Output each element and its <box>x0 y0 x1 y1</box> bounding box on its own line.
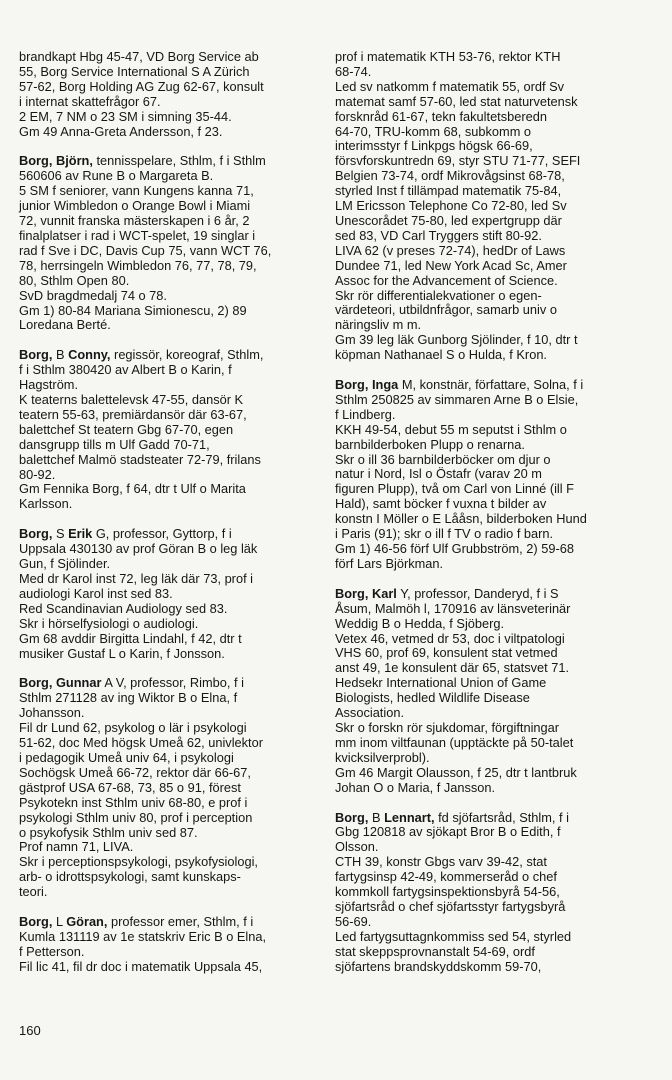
text-line <box>335 378 657 393</box>
text-line: teatern 55-63, premiärdansör där 63-67, <box>19 406 247 422</box>
text-line: rad f Sve i DC, Davis Cup 75, vann WCT 76, <box>19 242 272 258</box>
text-line: Karlsson. <box>19 496 73 512</box>
text-line: Dundee 71, led New York Acad Sc, Amer <box>335 257 567 273</box>
text-line: Gm 46 Margit Olausson, f 25, dtr t lantbruk <box>335 764 577 780</box>
entry-text: B <box>52 347 69 363</box>
text-line: f Petterson. <box>19 943 85 959</box>
text-line: figuren Plupp), två om Carl von Linné (ill F <box>335 481 574 497</box>
text-line: Skr rör differentialekvationer o egen- <box>335 287 542 303</box>
biography-entry <box>335 50 657 363</box>
text-line: sjöfartsråd o chef sjöfartsstyr fartygsbyrå <box>335 898 566 914</box>
entry-name: Borg, Gunnar <box>19 675 102 691</box>
text-line: i internat skattefrågor 67. <box>19 93 161 109</box>
text-line: LM Ericsson Telephone Co 72-80, led Sv <box>335 198 567 214</box>
text-line: brandkapt Hbg 45-47, VD Borg Service ab <box>19 49 259 64</box>
text-line: i Paris (91); skr o ill f TV o radio f barn. <box>335 526 554 542</box>
text-line: Gm 1) 80-84 Mariana Simionescu, 2) 89 <box>19 302 247 318</box>
entry-text: regissör, koreograf, Sthlm, <box>110 347 264 363</box>
text-line: förf Lars Björkman. <box>335 555 444 571</box>
entry-text: tennisspelare, Sthlm, f i Sthlm <box>92 153 266 169</box>
text-line: 80, Sthlm Open 80. <box>19 272 130 288</box>
text-line: Sthlm 271128 av ing Wiktor B o Elna, f <box>19 690 238 706</box>
entry-text: professor emer, Sthlm, f i <box>107 914 254 930</box>
text-line: Skr i perceptionspsykologi, psykofysiologi, <box>19 854 258 870</box>
text-line: Red Scandinavian Audiology sed 83. <box>19 600 228 616</box>
text-line: Åsum, Malmöh l, 170916 av länsveterinär <box>335 600 571 616</box>
entry-text: L <box>52 914 67 930</box>
entry-name: Borg, <box>19 347 53 363</box>
text-line: i pedagogik Umeå univ 64, i psykologi <box>19 749 234 765</box>
text-line: forsknråd 61-67, tekn fakultetsberedn <box>335 108 547 124</box>
text-line: f Lindberg. <box>335 406 396 422</box>
page-number: 160 <box>19 1023 41 1038</box>
text-line: stat skeppsprovnanstalt 54-69, ordf <box>335 943 535 959</box>
text-line: 55, Borg Service International S A Zürich <box>19 63 250 79</box>
text-line: Sthlm 250825 av simmaren Arne B o Elsie, <box>335 391 579 407</box>
text-line: 68-74. <box>335 63 372 79</box>
text-line: kommkoll fartygsinspektionsbyrå 54-56, <box>335 884 560 900</box>
text-line: CTH 39, konstr Gbgs varv 39-42, stat <box>335 854 547 870</box>
text-line: anst 49, 1e konsulent där 65, statsvet 71. <box>335 660 570 676</box>
text-line: Gm Fennika Borg, f 64, dtr t Ulf o Marita <box>19 481 246 497</box>
text-line <box>19 915 319 930</box>
text-line <box>19 348 319 363</box>
biography-entry <box>19 676 319 900</box>
text-line: Gbg 120818 av sjökapt Bror B o Edith, f <box>335 824 561 840</box>
text-line: styrled Inst f tillämpad matematik 75-84, <box>335 183 562 199</box>
text-line: Hagström. <box>19 377 79 393</box>
entry-text: fd sjöfartsråd, Sthlm, f i <box>434 809 569 825</box>
text-line: 51-62, doc Med högsk Umeå 62, univlektor <box>19 735 263 751</box>
right-column <box>335 50 657 989</box>
text-line: finalplatser i rad i WCT-spelet, 19 singlar i <box>19 227 256 243</box>
text-line: Sochögsk Umeå 66-72, rektor där 66-67, <box>19 764 251 780</box>
entry-name: Borg, <box>335 809 369 825</box>
text-line: natur i Nord, Isl o Östafr (varav 20 m <box>335 466 542 482</box>
text-line: Assoc for the Advancement of Science. <box>335 272 558 288</box>
text-line: Led fartygsuttagnkommiss sed 54, styrled <box>335 928 572 944</box>
entry-text: A V, professor, Rimbo, f i <box>101 675 244 691</box>
entry-name: Borg, Karl <box>335 585 397 601</box>
text-line: VHS 60, prof 69, konsulent stat vetmed <box>335 645 558 661</box>
text-line: Prof namn 71, LIVA. <box>19 839 134 855</box>
text-line <box>335 587 657 602</box>
biography-entry <box>19 50 319 139</box>
entry-name: Borg, <box>19 526 53 542</box>
text-line: arb- o idrottspsykologi, samt kunskaps- <box>19 869 241 885</box>
text-line: prof i matematik KTH 53-76, rektor KTH <box>335 49 561 64</box>
text-line: LIVA 62 (v preses 72-74), hedDr of Laws <box>335 242 566 258</box>
text-line: K teaterns balettelevsk 47-55, dansör K <box>19 392 244 408</box>
entry-name: Lennart, <box>384 809 435 825</box>
text-line: försvforskuntredn 69, styr STU 71-77, SEFI <box>335 153 581 169</box>
biography-entry <box>335 378 657 572</box>
text-line: Unescorådet 75-80, led expertgrupp där <box>335 212 562 228</box>
text-line: Hald), samt böcker f vuxna t bilder av <box>335 496 547 512</box>
left-column <box>19 50 319 990</box>
text-line: 64-70, TRU-komm 68, subkomm o <box>335 123 532 139</box>
text-line: Johan O o Maria, f Jansson. <box>335 779 496 795</box>
text-line: näringsliv m m. <box>335 317 422 333</box>
text-line: Kumla 131119 av 1e statskriv Eric B o Elna, <box>19 928 267 944</box>
entry-text: B <box>368 809 385 825</box>
text-line: Gm 49 Anna-Greta Andersson, f 23. <box>19 123 223 139</box>
text-line: musiker Gustaf L o Karin, f Jonsson. <box>19 645 225 661</box>
entry-text: S <box>52 526 69 542</box>
text-line: 80-92. <box>19 466 56 482</box>
text-line: dansgrupp tills m Ulf Gadd 70-71, <box>19 436 210 452</box>
text-line: o psykofysik Sthlm univ sed 87. <box>19 824 198 840</box>
text-line: Skr i hörselfysiologi o audiologi. <box>19 615 199 631</box>
text-line: balettchef St teatern Gbg 67-70, egen <box>19 421 234 437</box>
text-line: Gm 1) 46-56 förf Ulf Grubbström, 2) 59-68 <box>335 541 574 556</box>
text-line: Olsson. <box>335 839 379 855</box>
text-line: kvicksilverprobl). <box>335 749 430 765</box>
entry-name: Göran, <box>66 914 108 930</box>
text-line: Uppsala 430130 av prof Göran B o leg läk <box>19 541 258 557</box>
text-line: KKH 49-54, debut 55 m seputst i Sthlm o <box>335 421 567 437</box>
text-line: sjöfartens brandskyddskomm 59-70, <box>335 958 542 974</box>
biography-entry <box>19 348 319 512</box>
text-line: teori. <box>19 884 48 900</box>
text-line: 78, herrsingeln Wimbledon 76, 77, 78, 79, <box>19 257 257 273</box>
text-line: värdeteori, utbildnfrågor, samarb univ o <box>335 302 557 318</box>
text-line: junior Wimbledon o Orange Bowl i Miami <box>19 198 251 214</box>
text-line: Gm 39 leg läk Gunborg Sjölinder, f 10, dtr t <box>335 332 578 348</box>
text-line: 5 SM f seniorer, vann Kungens kanna 71, <box>19 183 254 199</box>
text-line: matemat samf 57-60, led stat naturvetensk <box>335 93 578 109</box>
text-line: sed 83, VD Carl Tryggers stift 80-92. <box>335 227 542 243</box>
text-line: mm inom viltfaunan (upptäckte på 50-talet <box>335 734 574 750</box>
text-line: SvD bragdmedalj 74 o 78. <box>19 287 167 303</box>
text-line: Gun, f Sjölinder. <box>19 556 111 572</box>
text-line: Skr o ill 36 barnbilderböcker om djur o <box>335 451 551 467</box>
text-line: interimsstyr f Linkpgs högsk 66-69, <box>335 138 533 154</box>
text-line: Weddig B o Hedda, f Sjöberg. <box>335 615 505 631</box>
text-line: f i Sthlm 380420 av Albert B o Karin, f <box>19 362 232 378</box>
text-line: gästprof USA 67-68, 73, 85 o 91, förest <box>19 779 241 795</box>
text-line: Biologists, hedled Wildlife Disease <box>335 690 530 706</box>
biography-entry <box>335 587 657 796</box>
text-line <box>19 527 319 542</box>
entry-text: G, professor, Gyttorp, f i <box>92 526 232 542</box>
text-line: köpman Nathanael S o Hulda, f Kron. <box>335 347 547 363</box>
text-line <box>19 154 319 169</box>
text-line: 57-62, Borg Holding AG Zug 62-67, konsult <box>19 78 264 94</box>
text-line <box>19 676 319 691</box>
biography-entry <box>19 154 319 333</box>
text-line: 56-69. <box>335 913 372 929</box>
entry-name: Conny, <box>68 347 111 363</box>
text-line: Med dr Karol inst 72, leg läk där 73, prof i <box>19 571 254 586</box>
text-line: Led sv natkomm f matematik 55, ordf Sv <box>335 78 565 94</box>
text-line: Association. <box>335 705 404 721</box>
text-line: Belgien 73-74, ordf Mikrovågsinst 68-78, <box>335 168 565 184</box>
text-line: Loredana Berté. <box>19 317 111 333</box>
entry-name: Borg, Inga <box>335 377 399 393</box>
text-line: fartygsinsp 42-49, kommerseråd o chef <box>335 869 557 885</box>
entry-text: M, konstnär, författare, Solna, f i <box>398 377 584 393</box>
text-line <box>335 811 657 826</box>
text-line: psykologi Sthlm univ 80, prof i perception <box>19 809 253 825</box>
entry-name: Erik <box>68 526 93 542</box>
text-line: 72, vunnit franska mästerskapen i 6 år, 2 <box>19 213 250 229</box>
text-line: 2 EM, 7 NM o 23 SM i simning 35-44. <box>19 108 232 124</box>
entry-name: Borg, <box>19 914 53 930</box>
biography-entry <box>335 811 657 975</box>
text-line: Fil lic 41, fil dr doc i matematik Uppsala 45, <box>19 958 263 974</box>
entry-text: Y, professor, Danderyd, f i S <box>396 585 559 601</box>
text-line: Johansson. <box>19 705 85 721</box>
text-line: barnbilderboken Plupp o renarna. <box>335 436 525 452</box>
text-line: Gm 68 avddir Birgitta Lindahl, f 42, dtr t <box>19 630 242 646</box>
text-line: 560606 av Rune B o Margareta B. <box>19 168 214 184</box>
text-line: Vetex 46, vetmed dr 53, doc i viltpatologi <box>335 630 565 646</box>
text-line: konstn I Möller o E Lååsn, bilderboken Hund <box>335 511 587 527</box>
text-line: Skr o forskn rör sjukdomar, förgiftningar <box>335 719 560 735</box>
entry-name: Borg, Björn, <box>19 153 93 169</box>
text-line: Hedsekr International Union of Game <box>335 675 547 691</box>
text-line: Psykotekn inst Sthlm univ 68-80, e prof i <box>19 794 248 810</box>
text-line: balettchef Malmö stadsteater 72-79, frilans <box>19 451 261 467</box>
text-line: Fil dr Lund 62, psykolog o lär i psykologi <box>19 720 247 736</box>
biography-entry <box>19 915 319 975</box>
text-line: audiologi Karol inst sed 83. <box>19 585 173 601</box>
biography-entry <box>19 527 319 661</box>
